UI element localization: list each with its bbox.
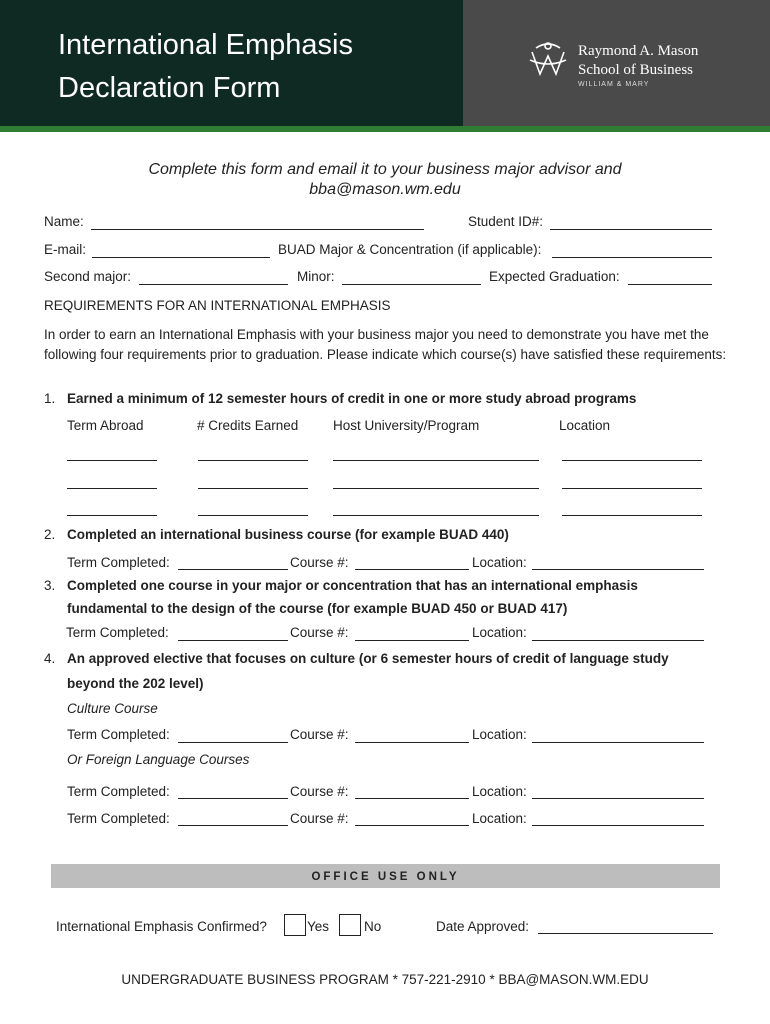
study-abroad-term-field[interactable] [67,460,157,461]
item1-text: Earned a minimum of 12 semester hours of credit in one or more study abroad programs [67,391,637,406]
item2-course-field[interactable] [355,569,469,570]
date-approved-label: Date Approved: [436,919,530,934]
location-label: Location: [472,811,527,826]
accent-stripe [0,126,770,132]
school-logo-text [578,42,698,80]
logo-line1: Raymond A. Mason [578,43,699,59]
item3-term-field[interactable] [178,640,288,641]
student-id-field[interactable] [550,229,712,230]
name-label: Name: [44,214,84,229]
course-num-label: Course #: [290,784,349,799]
item4-text-line2: beyond the 202 level) [67,676,204,691]
intro-instructions [0,160,770,200]
course-num-label: Course #: [290,555,349,570]
form-title-line2: Declaration Form [58,72,281,104]
culture-course-field[interactable] [355,742,469,743]
term-completed-label: Term Completed: [67,811,170,826]
term-completed-label: Term Completed: [67,555,170,570]
second-major-label: Second major: [44,269,132,284]
term-completed-label: Term Completed: [67,784,170,799]
item3-course-field[interactable] [355,640,469,641]
column-location: Location [559,418,611,433]
footer-contact: UNDERGRADUATE BUSINESS PROGRAM * 757-221-2910 * BBA@MASON.WM.EDU [121,972,649,987]
major-label: BUAD Major & Concentration (if applicable): [278,242,542,257]
study-abroad-credits-field[interactable] [198,460,308,461]
column-host-university: Host University/Program [333,418,480,433]
study-abroad-university-field[interactable] [333,515,539,516]
header-banner [0,0,770,126]
office-use-bar: OFFICE USE ONLY [51,864,720,888]
intro-line2: bba@mason.wm.edu [309,181,461,198]
study-abroad-location-field[interactable] [562,515,702,516]
study-abroad-location-field[interactable] [562,488,702,489]
no-checkbox[interactable] [339,914,361,936]
study-abroad-term-field[interactable] [67,515,157,516]
requirements-paragraph: In order to earn an International Emphasis with your business major you need to demonstrate you have met the following four requirements prior to graduation. Please indicate which course(s) have satisfied these requirements: [44,327,727,362]
language-term-field[interactable] [178,798,288,799]
yes-label: Yes [307,919,330,934]
item3-text-line1: Completed one course in your major or concentration that has an international emphasis [67,578,638,593]
location-label: Location: [472,625,527,640]
culture-course-label: Culture Course [67,701,158,716]
study-abroad-university-field[interactable] [333,488,539,489]
expected-graduation-field[interactable] [628,284,712,285]
item2-location-field[interactable] [532,569,704,570]
course-num-label: Course #: [290,811,349,826]
language-course-field[interactable] [355,825,469,826]
item3-number: 3. [44,578,56,593]
form-title [58,24,353,110]
item3-location-field[interactable] [532,640,704,641]
item3-text-line2: fundamental to the design of the course (for example BUAD 450 or BUAD 417) [67,601,568,616]
study-abroad-credits-field[interactable] [198,515,308,516]
course-num-label: Course #: [290,625,349,640]
language-term-field[interactable] [178,825,288,826]
cypher-logo-icon [526,38,570,82]
intro-line1: Complete this form and email it to your business major advisor and [148,161,622,178]
header-dark-panel [0,0,463,126]
item2-number: 2. [44,527,56,542]
foreign-language-label: Or Foreign Language Courses [67,752,250,767]
logo-subtext: WILLIAM & MARY [578,81,650,88]
location-label: Location: [472,784,527,799]
minor-label: Minor: [297,269,335,284]
study-abroad-credits-field[interactable] [198,488,308,489]
date-approved-field[interactable] [538,933,713,934]
item4-text-line1: An approved elective that focuses on culture (or 6 semester hours of credit of language study [67,651,669,666]
location-label: Location: [472,727,527,742]
name-field[interactable] [91,229,424,230]
major-field[interactable] [552,257,712,258]
course-num-label: Course #: [290,727,349,742]
study-abroad-term-field[interactable] [67,488,157,489]
student-id-label: Student ID#: [468,214,544,229]
column-credits-earned: # Credits Earned [197,418,299,433]
item2-term-field[interactable] [178,569,288,570]
logo-line2: School of Business [578,62,694,78]
language-location-field[interactable] [532,798,704,799]
requirements-heading: REQUIREMENTS FOR AN INTERNATIONAL EMPHASIS [44,298,391,313]
location-label: Location: [472,555,527,570]
no-label: No [364,919,382,934]
item4-number: 4. [44,651,56,666]
expected-graduation-label: Expected Graduation: [489,269,620,284]
form-title-line1: International Emphasis [58,29,353,61]
study-abroad-university-field[interactable] [333,460,539,461]
second-major-field[interactable] [139,284,288,285]
language-location-field[interactable] [532,825,704,826]
email-field[interactable] [92,257,270,258]
item2-text: Completed an international business course (for example BUAD 440) [67,527,509,542]
minor-field[interactable] [342,284,481,285]
culture-term-field[interactable] [178,742,288,743]
item1-number: 1. [44,391,56,406]
yes-checkbox[interactable] [284,914,306,936]
culture-location-field[interactable] [532,742,704,743]
emphasis-confirmed-label: International Emphasis Confirmed? [56,919,267,934]
term-completed-label: Term Completed: [67,727,170,742]
email-label: E-mail: [44,242,87,257]
language-course-field[interactable] [355,798,469,799]
term-completed-label: Term Completed: [66,625,169,640]
study-abroad-location-field[interactable] [562,460,702,461]
column-term-abroad: Term Abroad [67,418,144,433]
